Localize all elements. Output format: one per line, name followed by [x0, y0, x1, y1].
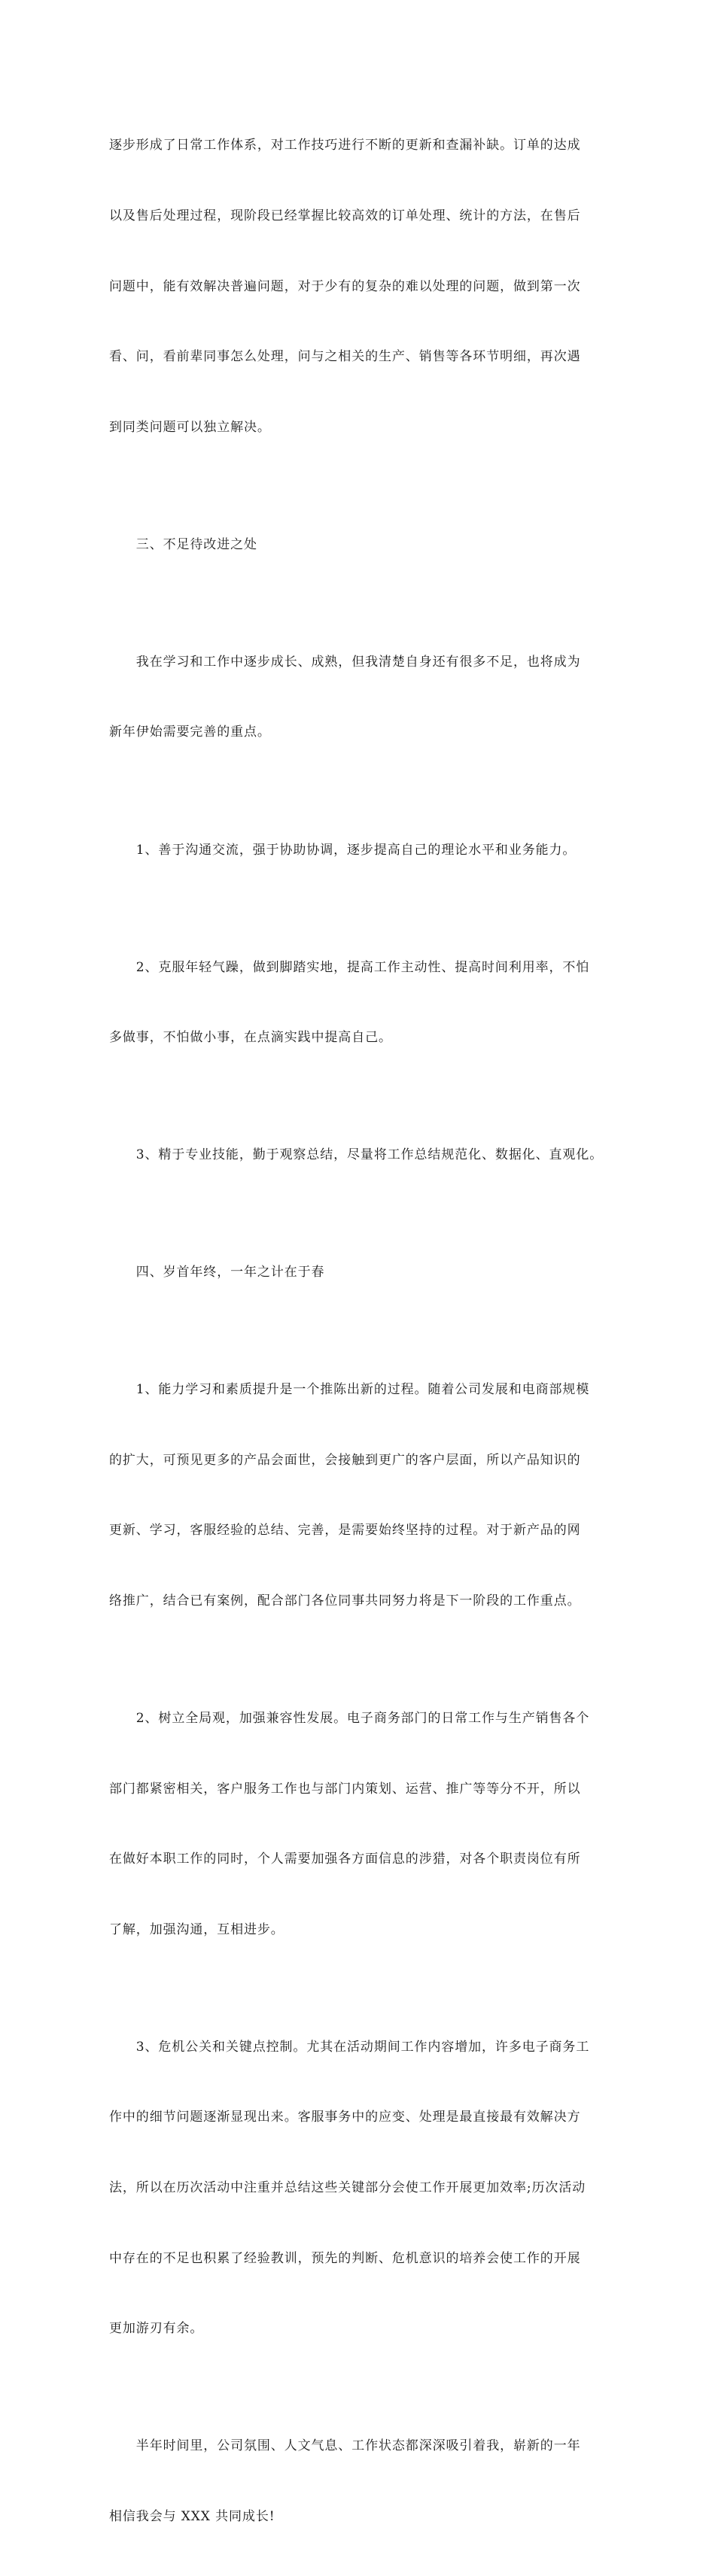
paragraph-closing — [109, 2388, 621, 2576]
text-line: 我在学习和工作中逐步成长、成熟，但我清楚自身还有很多不足，也将成为 — [109, 654, 581, 670]
text-line: 了解，加强沟通，互相进步。 — [109, 1921, 284, 1937]
text-line: 到同类问题可以独立解决。 — [109, 419, 271, 435]
text-line: 相信我会与 XXX 共同成长! — [109, 2508, 275, 2524]
text-line: 半年时间里，公司氛围、人文气息、工作状态都深深吸引着我，崭新的一年 — [109, 2438, 581, 2454]
text-line: 中存在的不足也积累了经验教训，预先的判断、危机意识的培养会使工作的开展 — [109, 2250, 581, 2266]
list-item-global-view — [109, 1660, 621, 1989]
text-line: 3、危机公关和关键点控制。尤其在活动期间工作内容增加，许多电子商务工 — [109, 2039, 590, 2055]
text-line: 3、精于专业技能，勤于观察总结，尽量将工作总结规范化、数据化、直观化。 — [109, 1147, 604, 1163]
text-line: 多做事，不怕做小事，在点滴实践中提高自己。 — [109, 1030, 392, 1046]
list-item-overcome-impatience — [109, 909, 621, 1097]
text-line: 新年伊始需要完善的重点。 — [109, 724, 271, 740]
text-line: 1、善于沟通交流，强于协助协调，逐步提高自己的理论水平和业务能力。 — [109, 842, 577, 858]
text-line: 更加游刃有余。 — [109, 2321, 204, 2337]
document-page — [109, 87, 621, 2576]
list-item-communication — [109, 791, 621, 909]
paragraph-work-system — [109, 87, 621, 486]
text-line: 逐步形成了日常工作体系，对工作技巧进行不断的更新和查漏补缺。订单的达成 — [109, 138, 581, 153]
text-line: 2、树立全局观，加强兼容性发展。电子商务部门的日常工作与生产销售各个 — [109, 1711, 590, 1727]
text-line: 法，所以在历次活动中注重并总结这些关键部分会使工作开展更加效率;历次活动 — [109, 2180, 586, 2196]
text-line: 问题中，能有效解决普遍问题，对于少有的复杂的难以处理的问题，做到第一次 — [109, 278, 581, 294]
text-line: 作中的细节问题逐渐显现出来。客服事务中的应变、处理是最直接最有效解决方 — [109, 2110, 581, 2125]
list-item-professional-skills — [109, 1097, 621, 1214]
text-line: 2、克服年轻气躁，做到脚踏实地，提高工作主动性、提高时间利用率，不怕 — [109, 959, 590, 975]
list-item-crisis-pr — [109, 1988, 621, 2387]
list-item-learning — [109, 1332, 621, 1660]
section-heading: 四、岁首年终，一年之计在于春 — [109, 1265, 325, 1280]
paragraph-growth — [109, 603, 621, 791]
text-line: 看、问，看前辈同事怎么处理，问与之相关的生产、销售等各环节明细，再次遇 — [109, 349, 581, 365]
text-line: 1、能力学习和素质提升是一个推陈出新的过程。随着公司发展和电商部规模 — [109, 1382, 590, 1398]
text-line: 部门都紧密相关，客户服务工作也与部门内策划、运营、推广等等分不开，所以 — [109, 1781, 581, 1797]
text-line: 以及售后处理过程，现阶段已经掌握比较高效的订单处理、统计的方法，在售后 — [109, 208, 581, 224]
section-heading-shortcomings — [109, 486, 621, 603]
text-line: 络推广，结合已有案例，配合部门各位同事共同努力将是下一阶段的工作重点。 — [109, 1593, 581, 1608]
text-line: 的扩大，可预见更多的产品会面世，会接触到更广的客户层面，所以产品知识的 — [109, 1452, 581, 1468]
section-heading-new-year — [109, 1214, 621, 1332]
text-line: 在做好本职工作的同时，个人需要加强各方面信息的涉猎，对各个职责岗位有所 — [109, 1852, 581, 1867]
section-heading: 三、不足待改进之处 — [109, 536, 257, 552]
text-line: 更新、学习，客服经验的总结、完善，是需要始终坚持的过程。对于新产品的网 — [109, 1523, 581, 1539]
